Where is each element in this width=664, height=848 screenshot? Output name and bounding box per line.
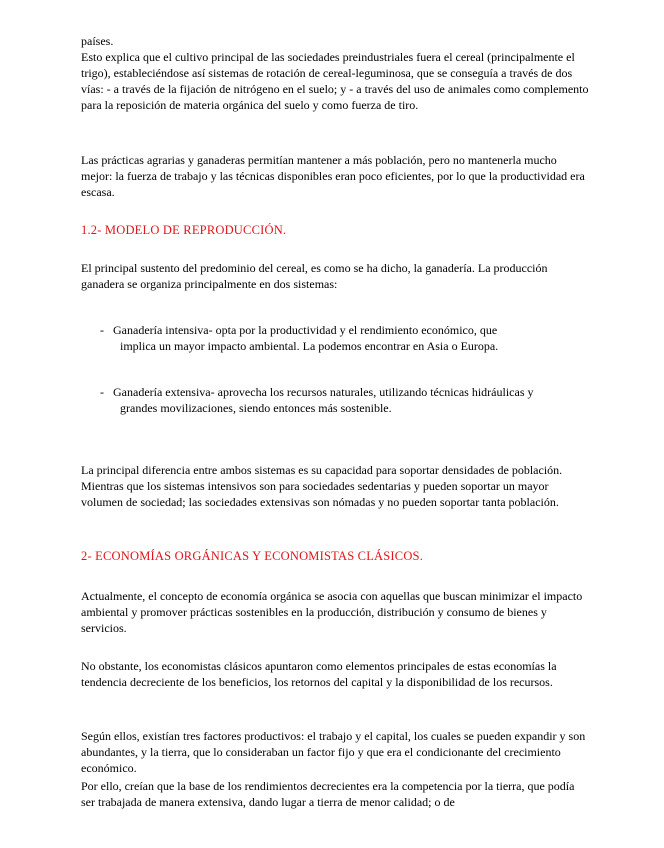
paragraph-practicas bbox=[81, 152, 591, 200]
paragraph-no-obstante bbox=[81, 658, 591, 690]
paragraph-text: Esto explica que el cultivo principal de las sociedades preindustriales fuera el cereal (principalmente el trigo), estableciéndose así sistemas de rotación de cereal-leguminosa, que se conseguía a través de dos vías: - a través de la fijación de nitrógeno en el suelo; y - a través del uso de animales como complemento para la reposición de materia orgánica del suelo y como fuerza de tiro. bbox=[81, 50, 589, 112]
paragraph-text: Actualmente, el concepto de economía orgánica se asocia con aquellas que buscan minimizar el impacto ambiental y promover prácticas sostenibles en la producción, distribución y consumo de bienes y servicios. bbox=[81, 589, 583, 635]
bullet-marker: - bbox=[100, 323, 104, 337]
paragraph-text: países. bbox=[81, 34, 114, 48]
paragraph-ganaderia bbox=[81, 260, 591, 292]
paragraph-text: La principal diferencia entre ambos sistemas es su capacidad para soportar densidades de población. Mientras que los sistemas intensivos son para sociedades sedentarias y pueden soportar un mayor volumen de sociedad; las sociedades extensivas son nómadas y no pueden soportar tanta población. bbox=[81, 463, 563, 509]
section-heading-modelo: 1.2- MODELO DE REPRODUCCIÓN. bbox=[81, 223, 287, 237]
list-item-intensiva bbox=[100, 322, 590, 354]
list-item-extensiva bbox=[100, 384, 590, 416]
list-item-text-continued: implica un mayor impacto ambiental. La podemos encontrar en Asia o Europa. bbox=[120, 339, 499, 353]
paragraph-fragment bbox=[81, 33, 591, 49]
paragraph-text: El principal sustento del predominio del cereal, es como se ha dicho, la ganadería. La producción ganadera se organiza principalmente en dos sistemas: bbox=[81, 261, 548, 291]
paragraph-text: No obstante, los economistas clásicos apuntaron como elementos principales de estas economías la tendencia decreciente de los beneficios, los retornos del capital y la disponibilidad de los recursos. bbox=[81, 659, 557, 689]
bullet-marker: - bbox=[100, 385, 104, 399]
paragraph-rendimientos bbox=[81, 778, 591, 810]
paragraph-text: Las prácticas agrarias y ganaderas permitían mantener a más población, pero no mantenerla mucho mejor: la fuerza de trabajo y las técnicas disponibles eran poco eficientes, por lo que la productividad era escasa. bbox=[81, 153, 585, 199]
section-heading-economias: 2- ECONOMÍAS ORGÁNICAS Y ECONOMISTAS CLÁSICOS. bbox=[81, 549, 424, 563]
paragraph-factores bbox=[81, 728, 591, 776]
paragraph-text: Por ello, creían que la base de los rendimientos decrecientes era la competencia por la tierra, que podía ser trabajada de manera extensiva, dando lugar a tierra de menor calidad; o de bbox=[81, 779, 575, 809]
paragraph-text: Según ellos, existían tres factores productivos: el trabajo y el capital, los cuales se pueden expandir y son abundantes, y la tierra, que lo consideraban un factor fijo y que era el condicionante del crecimiento económico. bbox=[81, 729, 586, 775]
paragraph-actualmente bbox=[81, 588, 591, 636]
list-item-text: Ganadería intensiva- opta por la productividad y el rendimiento económico, que bbox=[113, 323, 498, 337]
list-item-text-continued: grandes movilizaciones, siendo entonces más sostenible. bbox=[120, 401, 392, 415]
list-item-text: Ganadería extensiva- aprovecha los recursos naturales, utilizando técnicas hidráulicas y bbox=[113, 385, 534, 399]
paragraph-cereal bbox=[81, 49, 591, 113]
paragraph-diferencia bbox=[81, 462, 591, 510]
